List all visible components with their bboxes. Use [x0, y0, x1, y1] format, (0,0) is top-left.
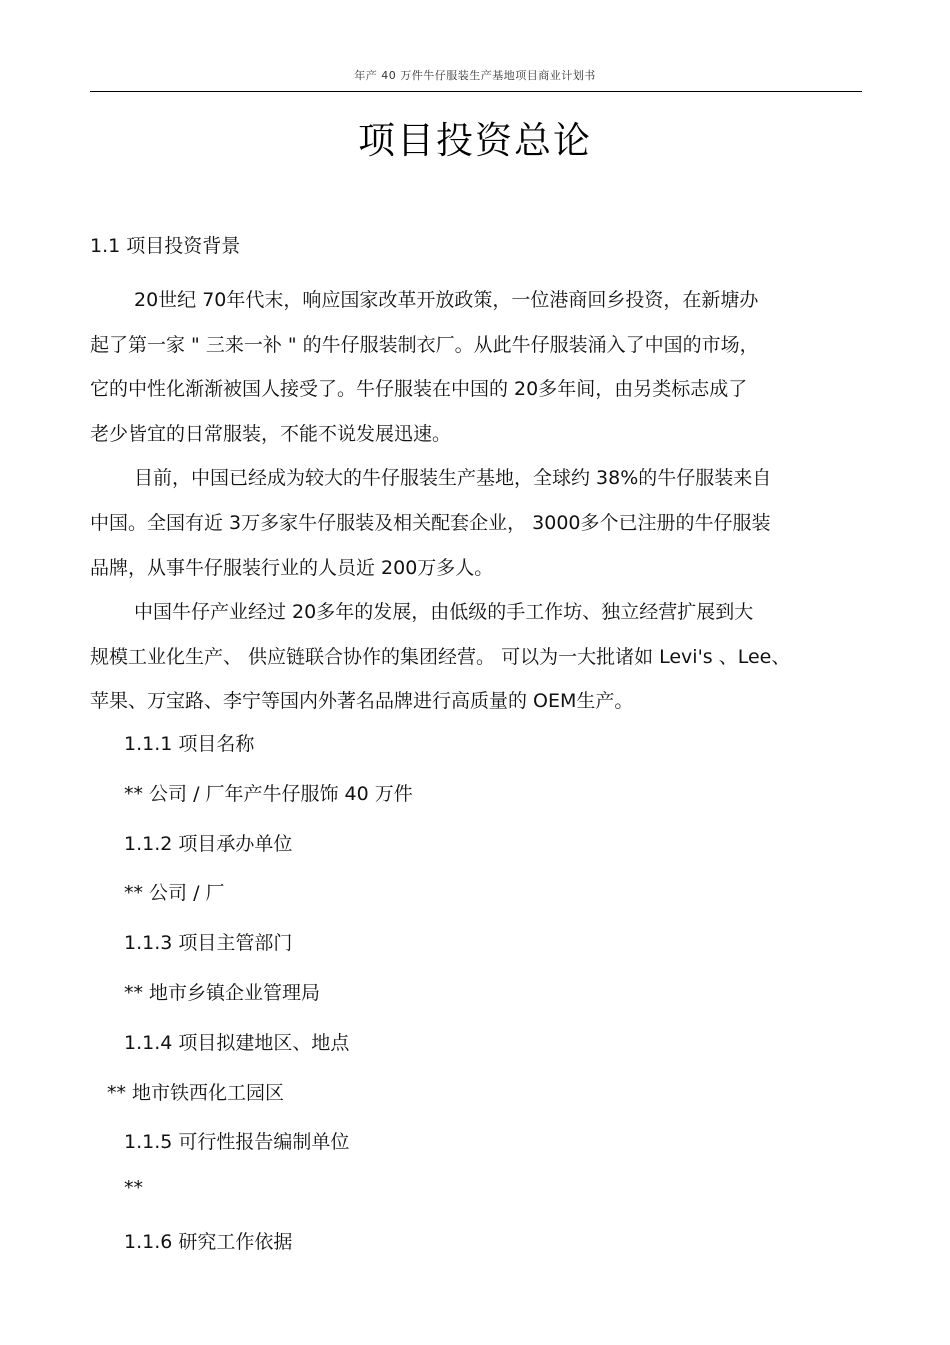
paragraph-3-line-3: 苹果、万宝路、李宁等国内外著名品牌进行高质量的 OEM生产。: [90, 690, 634, 712]
subsection-heading-1-1-2: 1.1.2 项目承办单位: [124, 833, 293, 855]
page-title: 项目投资总论: [358, 119, 592, 162]
paragraph-3-line-1: 中国牛仔产业经过 20多年的发展，由低级的手工作坊、独立经营扩展到大: [134, 601, 754, 623]
subsection-heading-1-1-5: 1.1.5 可行性报告编制单位: [124, 1131, 350, 1153]
subsection-heading-1-1-3: 1.1.3 项目主管部门: [124, 932, 293, 954]
paragraph-1-line-1: 20世纪 70年代末，响应国家改革开放政策，一位港商回乡投资，在新塘办: [134, 289, 759, 311]
subsection-value-1-1-5: **: [124, 1177, 143, 1199]
subsection-heading-1-1-6: 1.1.6 研究工作依据: [124, 1231, 293, 1253]
section-heading: 1.1 项目投资背景: [90, 235, 241, 257]
subsection-value-1-1-3: ** 地市乡镇企业管理局: [124, 982, 321, 1004]
subsection-value-1-1-4: ** 地市铁西化工园区: [107, 1082, 285, 1104]
subsection-value-1-1-1: ** 公司 / 厂年产牛仔服饰 40 万件: [124, 783, 413, 805]
paragraph-1-line-4: 老少皆宜的日常服装，不能不说发展迅速。: [90, 423, 452, 445]
subsection-heading-1-1-4: 1.1.4 项目拟建地区、地点: [124, 1032, 350, 1054]
running-header: 年产 40 万件牛仔服装生产基地项目商业计划书: [354, 69, 596, 82]
paragraph-3-line-2: 规模工业化生产、 供应链联合协作的集团经营。 可以为一大批诸如 Levi's 、Lee、: [90, 646, 791, 668]
paragraph-1-line-3: 它的中性化渐渐被国人接受了。牛仔服装在中国的 20多年间，由另类标志成了: [90, 378, 748, 400]
paragraph-2-line-1: 目前，中国已经成为较大的牛仔服装生产基地，全球约 38%的牛仔服装来自: [134, 467, 772, 489]
paragraph-1-line-2: 起了第一家 " 三来一补 " 的牛仔服装制衣厂。从此牛仔服装涌入了中国的市场，: [90, 334, 759, 356]
paragraph-2-line-3: 品牌，从事牛仔服装行业的人员近 200万多人。: [90, 557, 494, 579]
subsection-heading-1-1-1: 1.1.1 项目名称: [124, 733, 255, 755]
paragraph-2-line-2: 中国。全国有近 3万多家牛仔服装及相关配套企业， 3000多个已注册的牛仔服装: [90, 512, 771, 534]
header-divider: [90, 91, 862, 92]
subsection-value-1-1-2: ** 公司 / 厂: [124, 882, 225, 904]
